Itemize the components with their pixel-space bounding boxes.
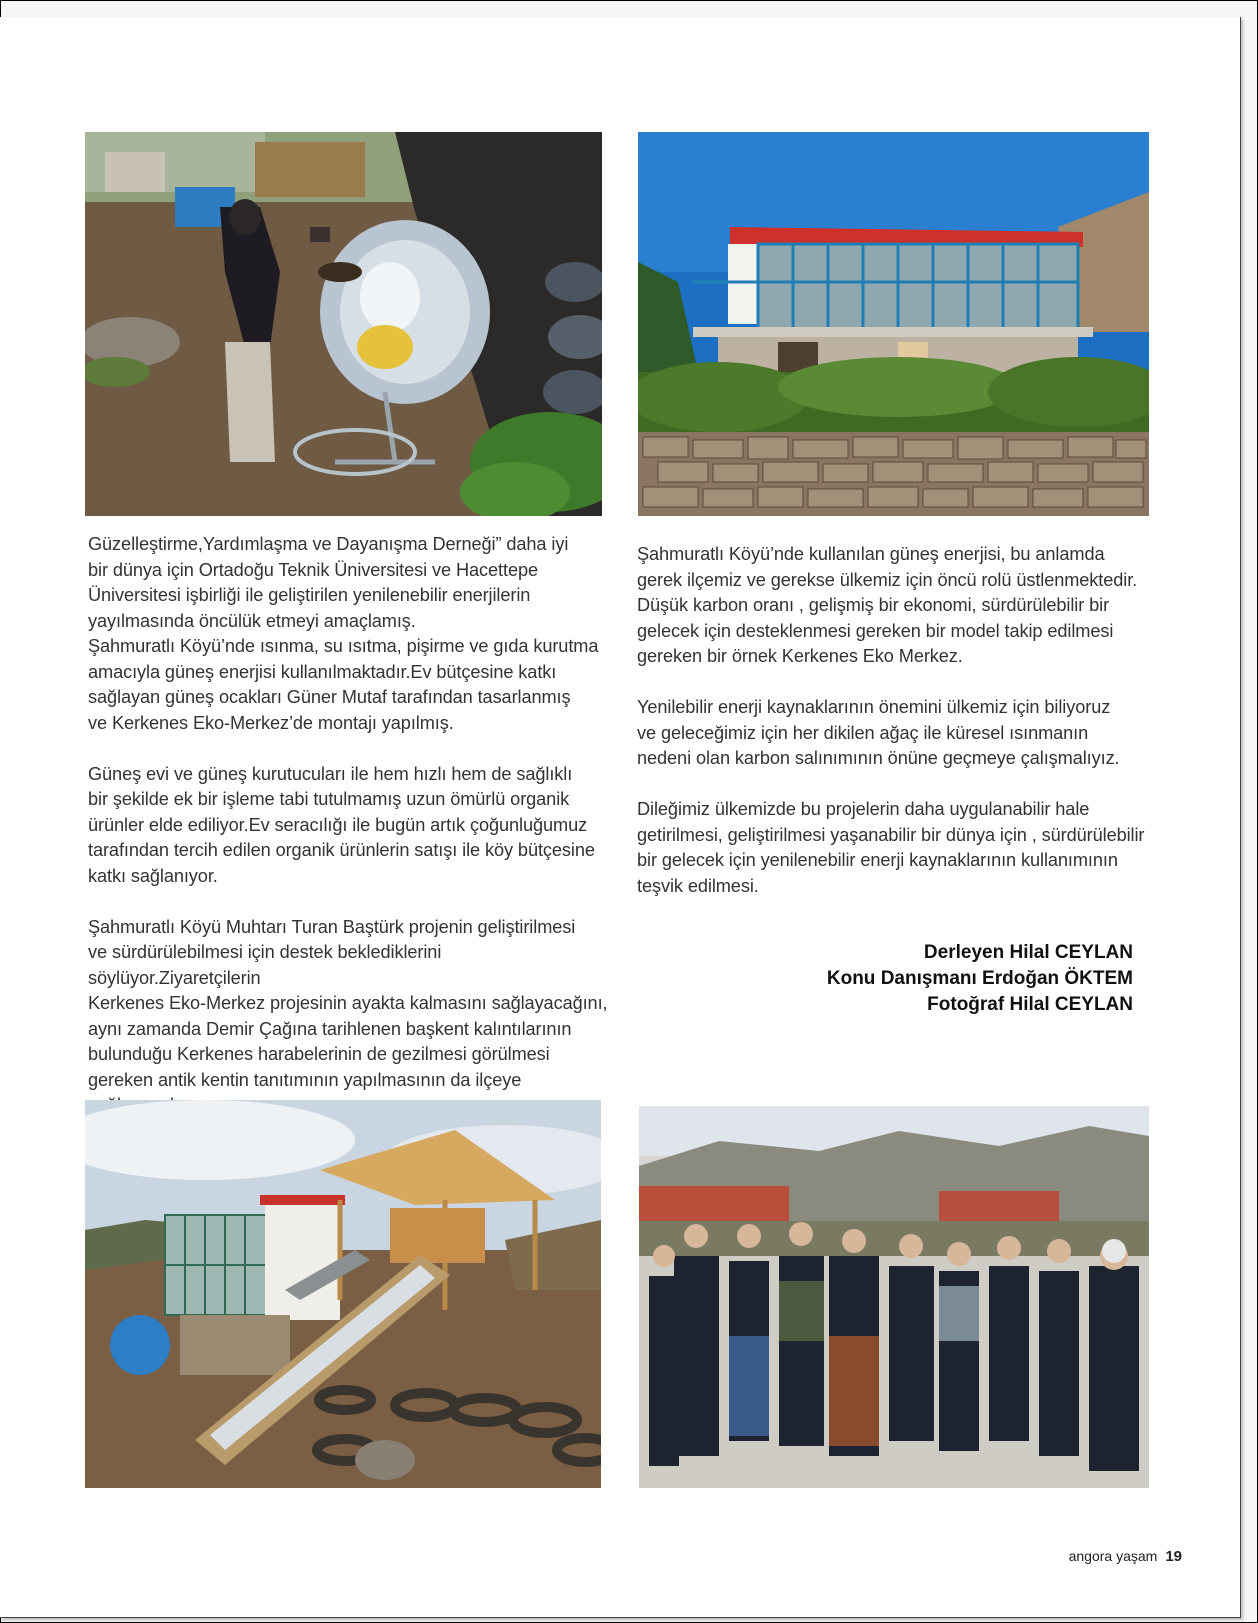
page-footer [1069, 1548, 1182, 1565]
right-column-text [637, 542, 1157, 899]
photo-solar-house [638, 132, 1149, 516]
right-paragraph-2: Yenilebilir enerji kaynaklarının önemini ülkemiz için biliyoruz ve geleceğimiz için her dikilen ağaç ile küresel ısınmanın nedeni olan karbon salınımının önüne geçmeye çalışmalıyız. [637, 697, 1120, 768]
photo-solar-cooker [85, 132, 602, 516]
left-paragraph-2: Güneş evi ve güneş kurutucuları ile hem hızlı hem de sağlıklı bir şekilde ek bir işleme tabi tutulmamış uzun ömürlü organik ürünler elde ediliyor.Ev seracılığı ile bugün artık çoğunluğumuz tarafından tercih edilen organik ürünlerin satışı ile köy bütçesine katkı sağlanıyor. [88, 763, 595, 886]
photo-solar-dryer [85, 1100, 601, 1488]
right-paragraph-3: Dileğimiz ülkemizde bu projelerin daha uygulanabilir hale getirilmesi, geliştirilmesi yaşanabilir bir dünya için , sürdürülebilir bir gelecek için yenilenebilir enerji kaynaklarının kullanımının teşvik edilmesi. [637, 799, 1145, 896]
credit-compiler: Derleyen Hilal CEYLAN [923, 942, 1133, 963]
magazine-name: angora yaşam [1068, 1548, 1158, 1564]
left-paragraph-3: Şahmuratlı Köyü Muhtarı Turan Baştürk projenin geliştirilmesi ve sürdürülebilmesi için destek beklediklerini söylüyor.Ziyaretçilerin Kerkenes Eko-Merkez projesinin ayakta kalmasını sağlayacağını, aynı zamanda Demir Çağına tarihlenen başkent kalıntılarının bulunduğu Kerkenes harabelerinin de gezilmesi görülmesi gereken antik kentin tanıtımının yapılmasının da ilçeye [88, 916, 608, 1090]
credit-advisor: Konu Danışmanı Erdoğan ÖKTEM [826, 968, 1133, 989]
left-column-text [88, 532, 608, 1144]
credit-photographer: Fotoğraf Hilal CEYLAN [927, 994, 1133, 1015]
left-paragraph-1: Güzelleştirme,Yardımlaşma ve Dayanışma Derneği” daha iyi bir dünya için Ortadoğu Teknik Üniversitesi ve Hacettepe Üniversitesi işbirliği ile geliştirilen yenilenebilir enerjilerin yayılmasında öncülük etmeyi amaçlamış. Şahmuratlı Köyü’nde ısınma, su ısıtma, pişirme ve gıda kurutma amacıyla güneş enerjisi kullanılmaktadır.Ev bütçesine katkı sağlayan güneş ocakları Güner Mutaf tarafından tasarlanmış ve Kerkenes Eko-Merkez’de montajı yapılmış. [88, 534, 599, 733]
right-paragraph-1: Şahmuratlı Köyü’nde kullanılan güneş enerjisi, bu anlamda gerek ilçemiz ve gerekse ülkemiz için öncü rolü üstlenmektedir. Düşük karbon oranı , gelişmiş bir ekonomi, sürdürülebilir bir gelecek için desteklenmesi gereken bir model takip edilmesi gereken bir örnek Kerkenes Eko Merkez. [637, 544, 1138, 666]
photo-group [639, 1106, 1149, 1488]
credits [827, 940, 1133, 1018]
magazine-page [0, 17, 1241, 1618]
page-number: 19 [1165, 1548, 1182, 1565]
